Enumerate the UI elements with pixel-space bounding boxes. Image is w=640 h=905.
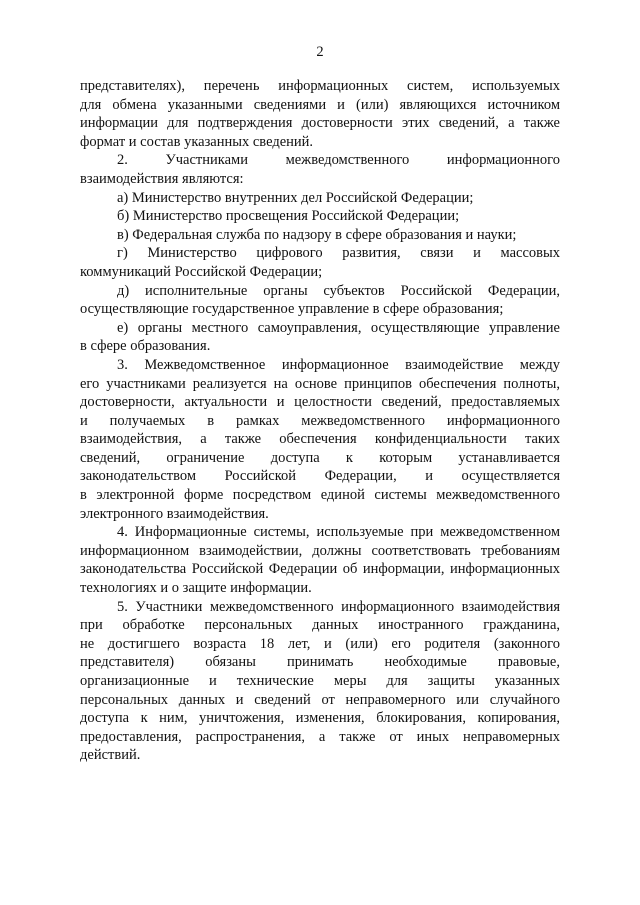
text-line: действий. xyxy=(80,747,141,764)
text-line: представителя) обязаны принимать необходимые правовые, xyxy=(80,654,560,671)
text-line: представителях), перечень информационных систем, используемых xyxy=(80,78,560,94)
text-line: информационном взаимодействии, должны соответствовать требованиям xyxy=(80,542,560,559)
text-line: 4. Информационные системы, используемые при межведомственном xyxy=(117,524,560,541)
text-line: технологиях и о защите информации. xyxy=(80,580,312,597)
text-line: не достигшего возраста 18 лет, и (или) его родителя (законного xyxy=(80,635,560,652)
text-line: а) Министерство внутренних дел Российской Федерации; xyxy=(117,189,474,206)
text-line: информации для подтверждения достоверности этих сведений, а также xyxy=(80,115,560,132)
text-line: осуществляющие государственное управление в сфере образования; xyxy=(80,301,504,318)
text-line: законодательством Российской Федерации, и осуществляется xyxy=(80,468,560,485)
text-line: д) исполнительные органы субъектов Российской Федерации, xyxy=(117,282,560,299)
text-line: б) Министерство просвещения Российской Федерации; xyxy=(117,208,460,225)
text-line: для обмена указанными сведениями и (или) являющихся источником xyxy=(80,96,560,113)
text-line: 5. Участники межведомственного информационного взаимодействия xyxy=(117,598,560,615)
text-line: достоверности, актуальности и целостности сведений, предоставляемых xyxy=(80,394,560,411)
text-line: взаимодействия являются: xyxy=(80,170,244,187)
text-line: при обработке персональных данных иностранного гражданина, xyxy=(80,617,560,634)
text-line: 2. Участниками межведомственного информационного xyxy=(117,152,560,169)
text-line: электронного взаимодействия. xyxy=(80,505,269,522)
text-line: 3. Межведомственное информационное взаимодействие между xyxy=(117,356,560,373)
text-line: предоставления, распространения, а также от иных неправомерных xyxy=(80,728,560,745)
text-line: в) Федеральная служба по надзору в сфере образования и науки; xyxy=(117,226,517,243)
text-line: коммуникаций Российской Федерации; xyxy=(80,263,323,280)
text-line: в электронной форме посредством единой системы межведомственного xyxy=(80,487,560,504)
text-line: взаимодействия, а также обеспечения конфиденциальности таких xyxy=(80,431,560,448)
text-line: организационные и технические меры для защиты указанных xyxy=(80,673,560,689)
text-line: г) Министерство цифрового развития, связи и массовых xyxy=(117,245,560,262)
text-line: е) органы местного самоуправления, осуществляющие управление xyxy=(117,319,560,336)
document-body xyxy=(80,77,560,765)
text-line: и получаемых в рамках межведомственного информационного xyxy=(80,412,560,429)
text-line: формат и состав указанных сведений. xyxy=(80,133,314,150)
text-line: сведений, ограничение доступа к которым устанавливается xyxy=(80,449,560,466)
page-number: 2 xyxy=(316,44,324,60)
text-line: доступа к ним, уничтожения, изменения, блокирования, копирования, xyxy=(80,710,560,727)
text-line: законодательства Российской Федерации об информации, информационных xyxy=(80,561,560,578)
text-line: в сфере образования. xyxy=(80,338,211,355)
text-line: персональных данных и сведений от неправомерного или случайного xyxy=(80,691,560,708)
text-line: его участниками реализуется на основе принципов обеспечения полноты, xyxy=(80,375,560,392)
